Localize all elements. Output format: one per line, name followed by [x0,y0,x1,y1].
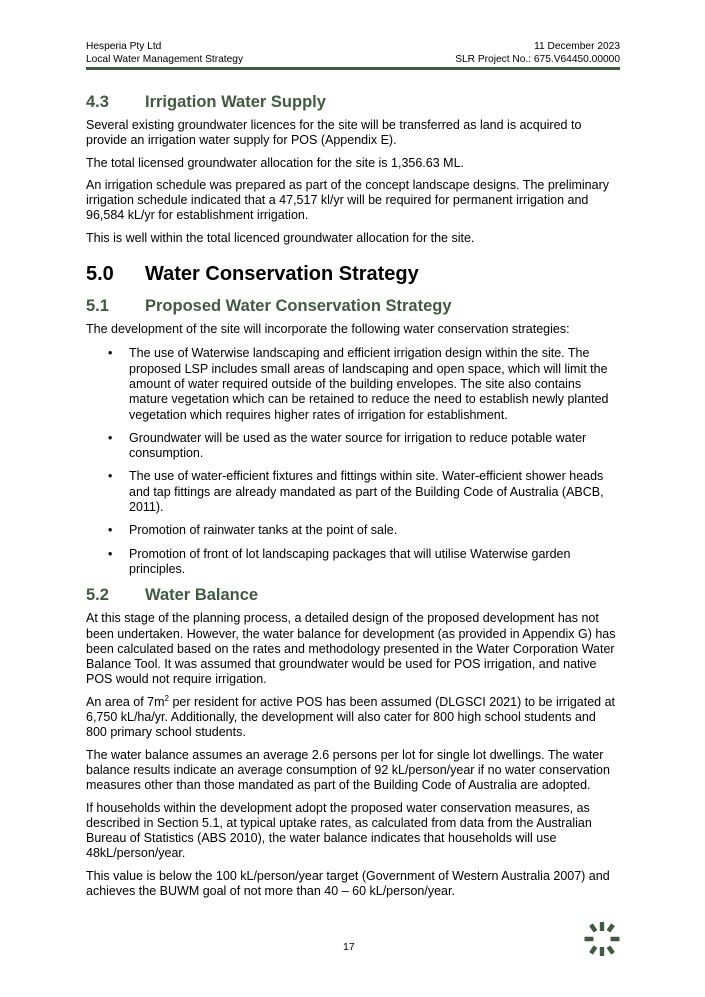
paragraph: Several existing groundwater licences for the site will be transferred as land is acquired to provide an irrigation water supply for POS (Appendix E). [86,118,582,148]
bullet-marker: • [108,430,113,445]
section-title: Irrigation Water Supply [145,93,326,111]
heading-5-1 [86,296,620,316]
section-number: 5.0 [86,263,114,286]
list-item [106,469,620,515]
page-number: 17 [343,941,355,953]
text-run: per resident for active POS has been assumed (DLGSCI 2021) to be irrigated at 6,750 kL/ha/yr. Additionally, the development will also cater for 800 high school students and 800 primary school students. [86,694,616,740]
heading-5-0 [86,262,620,286]
paragraph: This is well within the total licenced groundwater allocation for the site. [86,230,475,245]
list-item-text: The use of water-efficient fixtures and fittings within site. Water-efficient shower heads and tap fittings are already mandated as part of the Building Code of Australia (ABCB, 2011). [129,469,604,515]
bullet-marker: • [108,469,113,484]
section-number: 5.2 [86,586,109,605]
heading-5-2 [86,585,620,605]
section-title: Water Conservation Strategy [145,263,419,286]
bullet-marker: • [108,346,113,361]
company-name: Hesperia Pty Ltd [86,41,162,52]
list-item [106,431,620,462]
paragraph: An irrigation schedule was prepared as part of the concept landscape designs. The preliminary irrigation schedule indicated that a 47,517 kl/yr will be required for permanent irrigation and 96,584 kL/yr for establishment irrigation. [86,177,609,223]
list-item [106,523,620,538]
page-header [86,40,620,70]
paragraph [86,695,620,741]
project-number: SLR Project No.: 675.V64450.00000 [455,54,620,65]
list-item-text: Groundwater will be used as the water source for irrigation to reduce potable water consumption. [129,430,587,461]
list-item-text: Promotion of rainwater tanks at the point of sale. [129,523,398,538]
header-right [455,40,620,66]
header-divider [86,67,620,70]
list-item [106,346,620,422]
slr-logo-icon [584,921,620,957]
section-title: Water Balance [145,586,259,605]
paragraph: This value is below the 100 kL/person/year target (Government of Western Australia 2007) and achieves the BUWM goal of not more than 40 – 60 kL/person/year. [86,868,610,898]
document-title: Local Water Management Strategy [86,54,244,65]
text-run: An area of 7m [86,694,165,709]
paragraph: The development of the site will incorporate the following water conservation strategies: [86,322,570,337]
bullet-marker: • [108,523,113,538]
paragraph: The water balance assumes an average 2.6 persons per lot for single lot dwellings. The water balance results indicate an average consumption of 92 kL/person/year if no water conservation measures other than those mandated as part of the Building Code of Australia are adopted. [86,747,610,793]
list-item [106,547,620,578]
paragraph: At this stage of the planning process, a detailed design of the proposed development has not been undertaken. However, the water balance for development (as provided in Appendix G) has been calculated based on the rates and methodology presented in the Water Corporation Water Balance Tool. It was assumed that groundwater would be used for POS irrigation, and native POS would not require irrigation. [86,611,616,687]
heading-4-3 [86,92,620,112]
paragraph: The total licensed groundwater allocation for the site is 1,356.63 ML. [86,155,464,170]
paragraph: If households within the development adopt the proposed water conservation measures, as described in Section 5.1, at typical uptake rates, as calculated from data from the Australian Bureau of Statistics (ABS 2010), the water balance indicates that households will use 48kL/person/year. [86,800,592,861]
list-item-text: The use of Waterwise landscaping and efficient irrigation design within the site. The proposed LSP includes small areas of landscaping and open space, which will limit the amount of water required outside of the building envelopes. The site also contains mature vegetation which can be retained to reduce the need to establish newly planted vegetation which requires higher rates of irrigation for establishment. [129,346,609,422]
section-number: 5.1 [86,297,109,316]
superscript: 2 [164,693,169,703]
section-number: 4.3 [86,93,109,111]
page-content [86,92,620,906]
document-date: 11 December 2023 [534,41,620,52]
bullet-marker: • [108,546,113,561]
strategy-list [106,346,620,577]
list-item-text: Promotion of front of lot landscaping packages that will utilise Waterwise garden principles. [129,546,571,576]
header-left [86,40,243,66]
section-title: Proposed Water Conservation Strategy [145,297,452,316]
